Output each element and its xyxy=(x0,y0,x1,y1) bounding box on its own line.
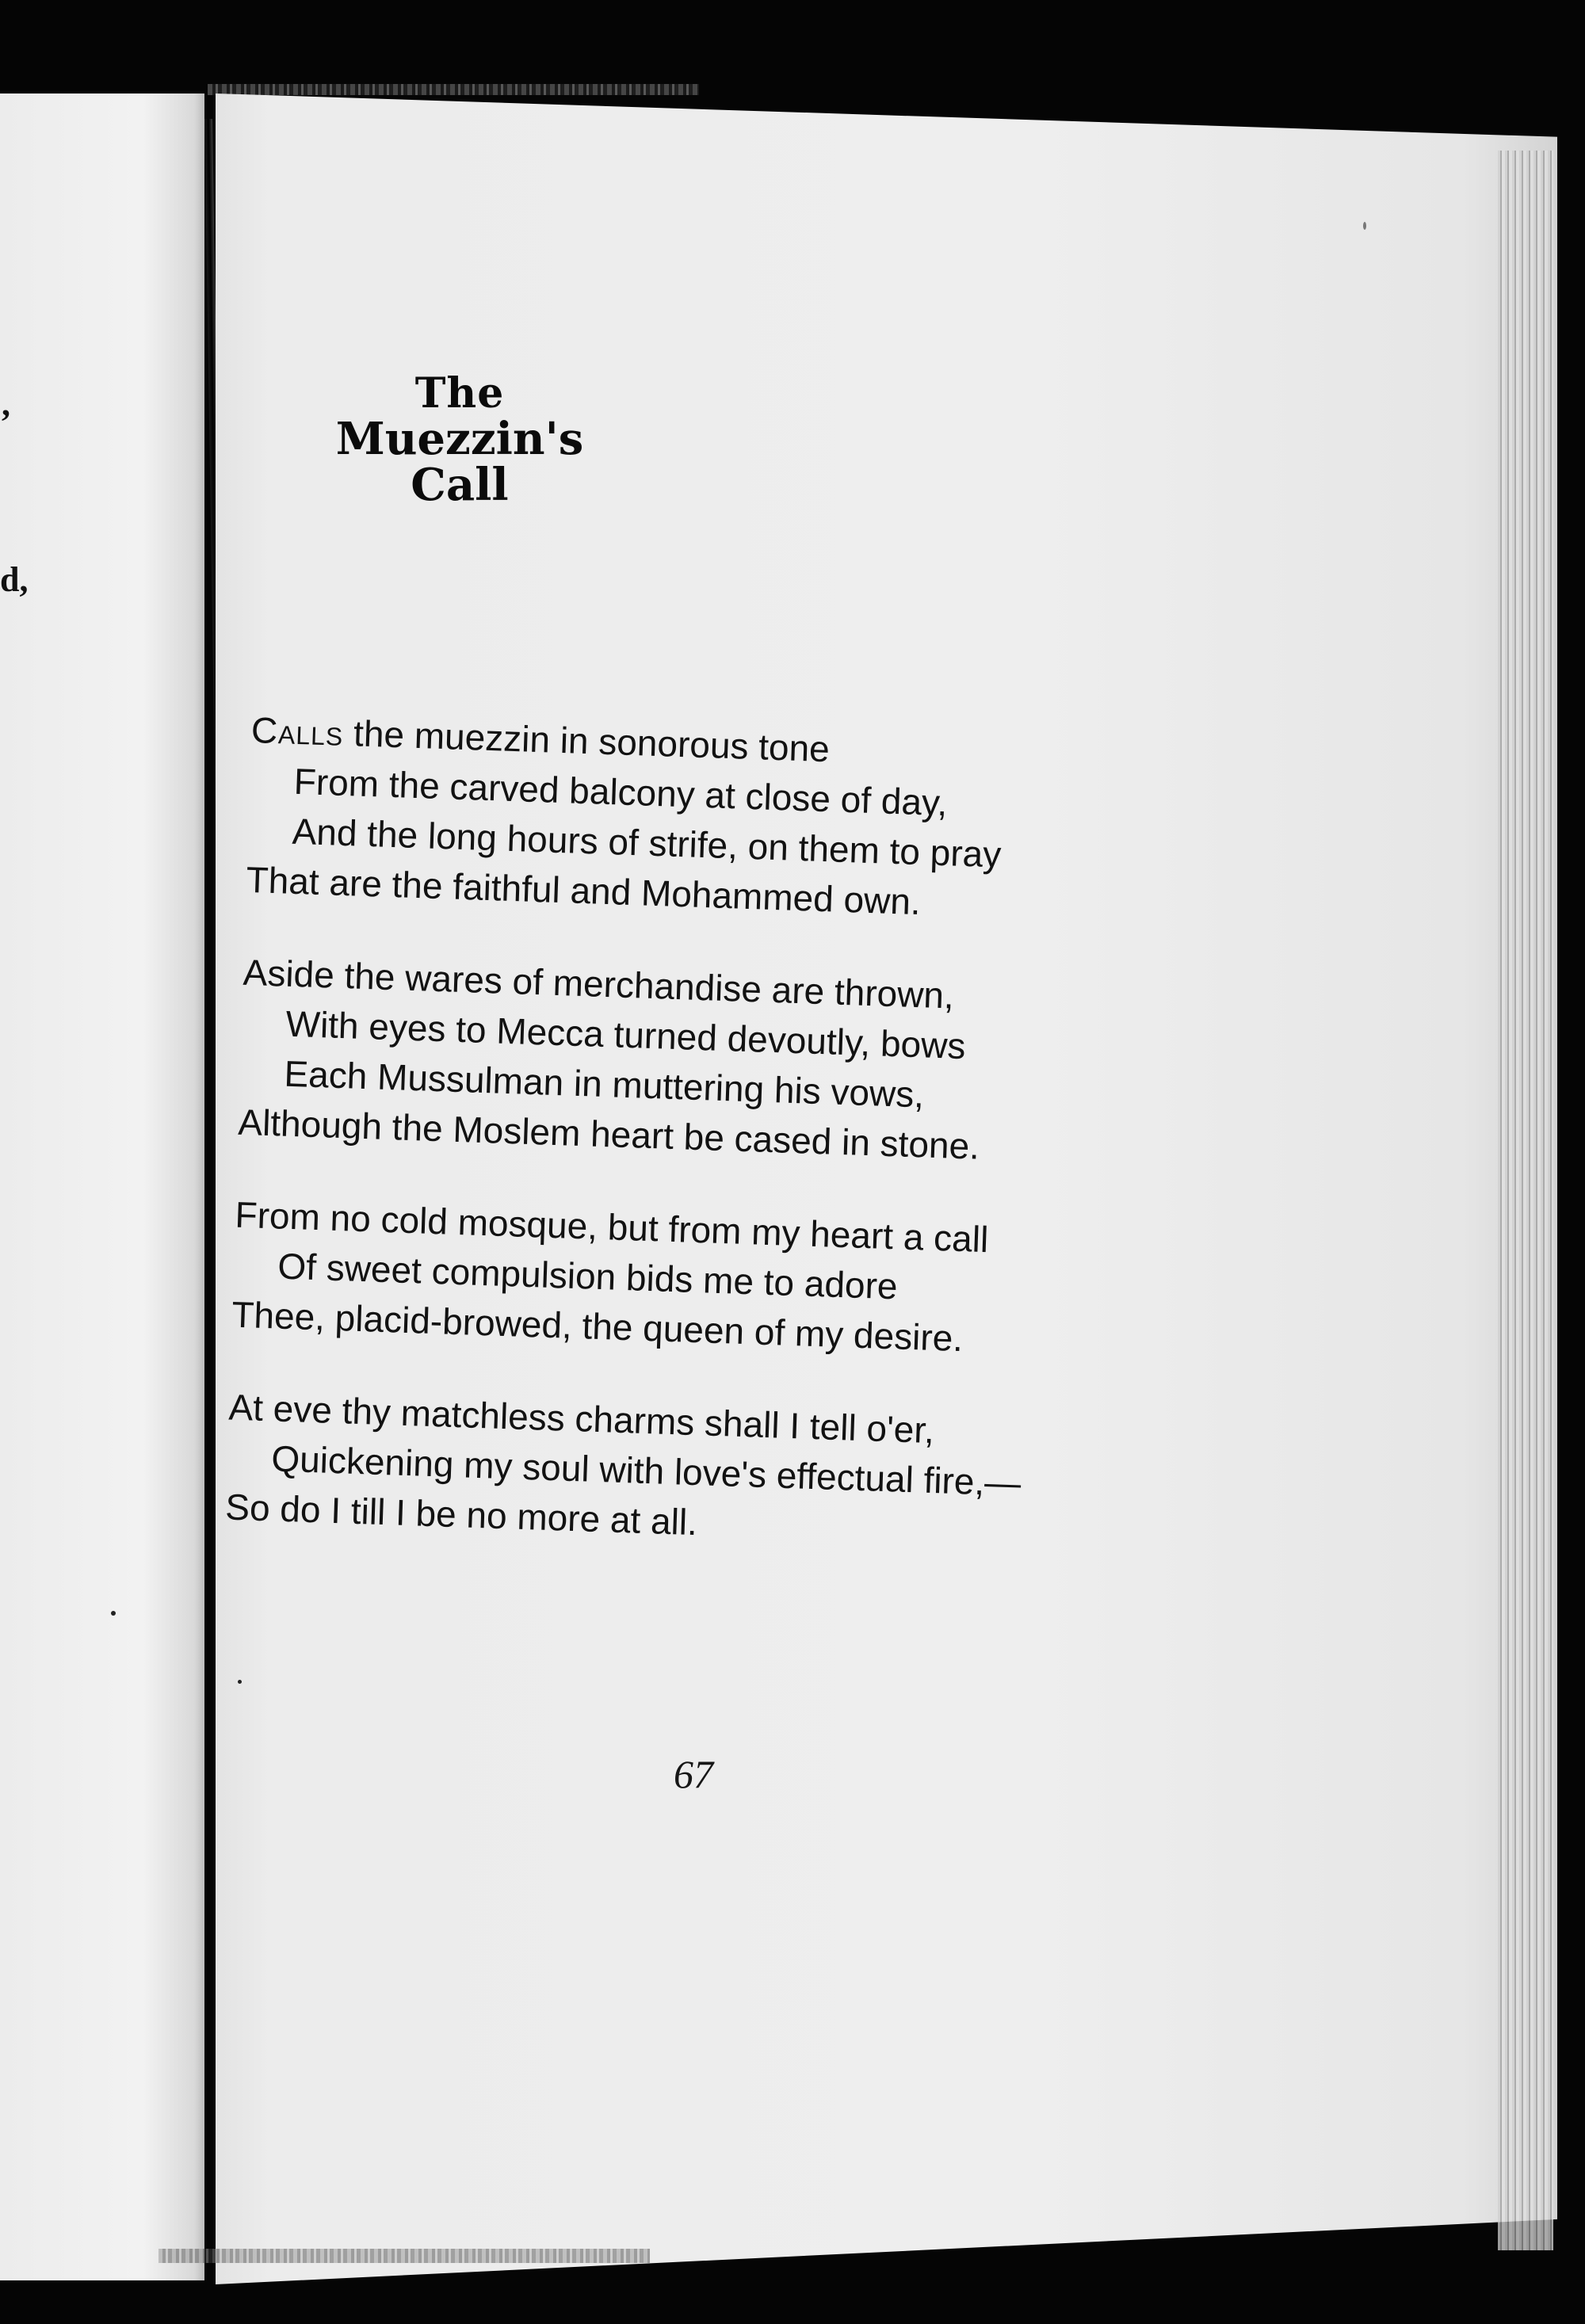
page-number: 67 xyxy=(674,1752,713,1796)
poem-line: At eve thy matchless charms shall I tell o'er, xyxy=(227,1386,935,1452)
bottom-print-strip xyxy=(158,2249,650,2263)
page-edge-stack xyxy=(1498,151,1553,2250)
title-line-2: Muezzin's Call xyxy=(335,412,584,512)
stanza xyxy=(246,705,1282,939)
poem-line: Of sweet compulsion bids me to adore xyxy=(277,1245,899,1307)
poem-line: From no cold mosque, but from my heart a call xyxy=(234,1193,990,1261)
ink-speck xyxy=(1363,222,1366,230)
stanza xyxy=(224,1383,1259,1567)
poem-line: Quickening my soul with love's effectual fire,— xyxy=(270,1437,1022,1504)
top-print-strip xyxy=(208,84,699,95)
poem-line: Thee, placid-browed, the queen of my desire. xyxy=(231,1293,964,1360)
poem-title xyxy=(293,369,626,512)
poem-line-rest: the muezzin in sonorous tone xyxy=(342,712,831,770)
stanza xyxy=(231,1190,1266,1374)
opening-word: Calls xyxy=(250,708,345,754)
poem-line: So do I till I be no more at all. xyxy=(224,1486,698,1544)
poem-line: That are the faithful and Mohammed own. xyxy=(245,858,922,923)
ink-speck xyxy=(111,1611,116,1616)
poem-line: From the carved balcony at close of day, xyxy=(292,760,949,824)
previous-page-fragment: , xyxy=(2,384,10,423)
previous-page xyxy=(0,93,204,2280)
previous-page-fragment: d, xyxy=(0,560,29,599)
title-line-1: The xyxy=(414,369,505,418)
poem-line: Aside the wares of merchandise are thrown, xyxy=(242,951,955,1017)
poem-line: With eyes to Mecca turned devoutly, bows xyxy=(285,1002,967,1067)
poem-line: Although the Moslem heart be cased in stone. xyxy=(237,1101,980,1167)
ink-speck xyxy=(238,1680,242,1684)
poem-body xyxy=(223,705,1282,1608)
poem-line: Each Mussulman in muttering his vows, xyxy=(283,1052,925,1116)
right-background xyxy=(1557,0,1585,2324)
stanza xyxy=(237,948,1274,1181)
poem-line: And the long hours of strife, on them to pray xyxy=(291,810,1003,876)
